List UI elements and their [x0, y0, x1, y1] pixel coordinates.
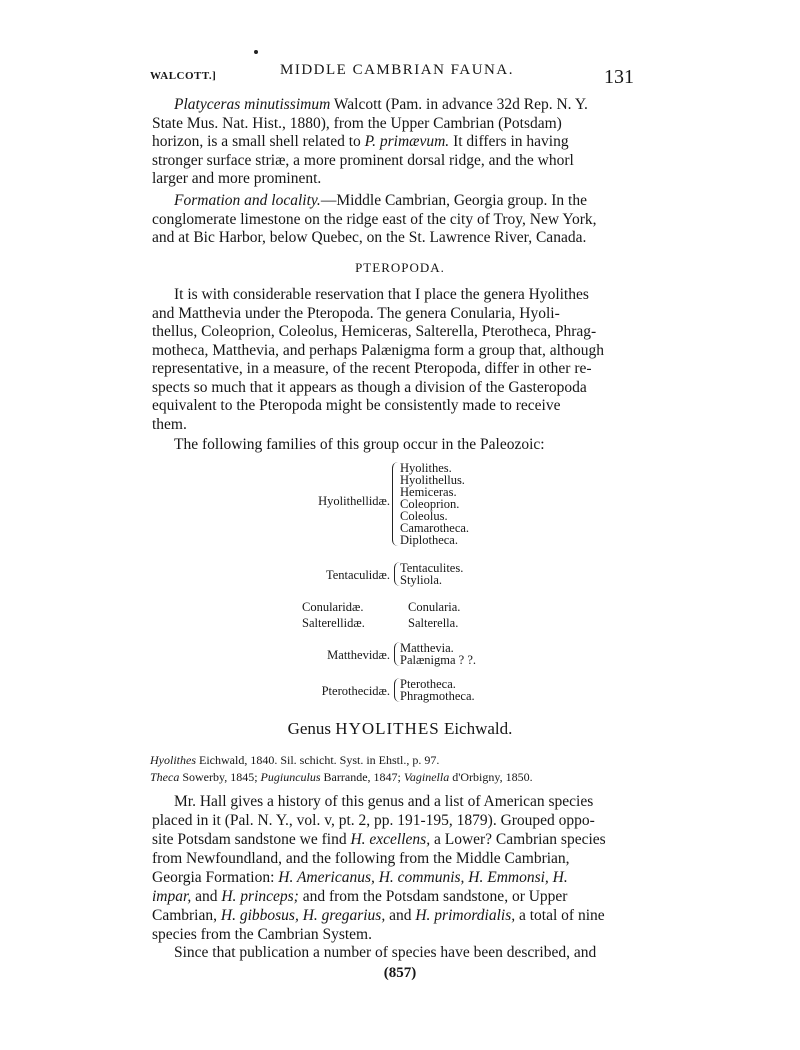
family-name: Matthevidæ.: [327, 648, 390, 662]
intro-text: Walcott (Pam. in advance 32d Rep. N. Y.: [330, 96, 588, 113]
hall-text: a total of nine: [515, 907, 605, 924]
species-name: H. Americanus, H. communis, H. Emmonsi, H.: [278, 869, 568, 886]
family-name: Pterothecidæ.: [321, 684, 390, 698]
formation-line: and at Bic Harbor, below Quebec, on the St. Lawrence River, Canada.: [152, 229, 587, 246]
reference-line: [150, 769, 650, 786]
hall-line: [152, 906, 648, 925]
genus-item: Coleoprion.: [400, 497, 460, 511]
taxon-name: Vaginella: [403, 770, 450, 784]
species-name: H. princeps;: [221, 888, 299, 905]
genus-list: [400, 642, 476, 666]
synonymy-references: [150, 752, 650, 786]
genus-list: [408, 601, 460, 613]
hall-text: and from the Potsdam sandstone, or Upper: [298, 888, 568, 905]
page-number: 131: [604, 66, 634, 88]
closing-text: Since that publication a number of species have been described, and: [174, 944, 597, 961]
reference-text: Eichwald, 1840. Sil. schicht. Syst. in Ehstl., p. 97.: [196, 753, 440, 767]
pteropoda-line: thellus, Coleoprion, Coleolus, Hemiceras, Salterella, Pterotheca, Phrag-: [152, 323, 597, 340]
hall-line: placed in it (Pal. N. Y., vol. v, pt. 2, pp. 191-195, 1879). Grouped oppo-: [152, 812, 595, 829]
intro-line: stronger surface striæ, a more prominent dorsal ridge, and the whorl: [152, 151, 574, 169]
pteropoda-line: and Matthevia under the Pteropoda. The genera Conularia, Hyoli-: [152, 304, 560, 322]
families-intro-text: The following families of this group occur in the Paleozoic:: [174, 436, 545, 453]
genus-item: Salterella.: [408, 616, 459, 630]
pteropoda-line: It is with considerable reservation that I place the genera Hyolithes: [174, 286, 589, 303]
intro-line: larger and more prominent.: [152, 170, 322, 187]
hall-text: Georgia Formation:: [152, 869, 279, 886]
species-name: H. excellens,: [350, 831, 431, 848]
hall-line: [152, 830, 648, 849]
hall-line: Mr. Hall gives a history of this genus and a list of American species: [174, 793, 594, 810]
pteropoda-line: equivalent to the Pteropoda might be consistently made to receive: [152, 397, 561, 414]
taxon-name: Pugiunculus: [260, 770, 321, 784]
pteropoda-line: motheca, Matthevia, and perhaps Palænigma form a group that, although: [152, 341, 604, 359]
genus-list: [400, 678, 475, 702]
genus-item: Phragmotheca.: [400, 689, 475, 703]
hall-paragraph: [152, 792, 648, 944]
genus-item: Pterotheca.: [400, 677, 456, 691]
running-header-author: WALCOTT.]: [150, 70, 217, 82]
genus-list: [400, 462, 469, 546]
taxon-name: Theca: [150, 770, 180, 784]
species-name: Platyceras minutissimum: [174, 96, 331, 113]
genus-item: Hyolithes.: [400, 461, 452, 475]
pteropoda-line: spects so much that it appears as though a division of the Gasteropoda: [152, 378, 587, 396]
genus-author: Eichwald.: [439, 719, 513, 738]
intro-text: It differs in having: [449, 133, 569, 150]
reference-text: Barrande, 1847;: [320, 770, 404, 784]
species-name: impar,: [152, 888, 192, 905]
genus-list: [400, 562, 463, 586]
formation-label: Formation and locality.: [174, 192, 321, 209]
genus-item: Tentaculites.: [400, 561, 464, 575]
species-name: H. primordialis,: [415, 907, 516, 924]
formation-line: conglomerate limestone on the ridge east of the city of Troy, New York,: [152, 210, 597, 228]
running-header-title: MIDDLE CAMBRIAN FAUNA.: [280, 62, 514, 78]
hall-text: a Lower? Cambrian species: [430, 831, 606, 848]
genus-heading: [0, 719, 800, 739]
family-name: Salterellidæ.: [302, 616, 365, 630]
hall-line: [152, 868, 648, 887]
genus-name: HYOLITHES: [335, 719, 440, 738]
hall-line: [152, 887, 648, 906]
genus-item: Matthevia.: [400, 641, 454, 655]
taxon-name: Hyolithes: [150, 753, 196, 767]
pteropoda-line: representative, in a measure, of the recent Pteropoda, differ in other re-: [152, 360, 592, 377]
reference-text: d'Orbigny, 1850.: [449, 770, 533, 784]
closing-line: [152, 944, 648, 963]
family-name: Conularidæ.: [302, 600, 364, 614]
genus-item: Coleolus.: [400, 509, 448, 523]
family-name: Tentaculidæ.: [325, 568, 390, 582]
hall-text: and: [385, 907, 416, 924]
genus-item: Palænigma ? ?.: [400, 653, 477, 667]
intro-line: State Mus. Nat. Hist., 1880), from the Upper Cambrian (Potsdam): [152, 114, 562, 132]
genus-prefix: Genus: [287, 719, 336, 738]
reference-text: Sowerby, 1845;: [179, 770, 261, 784]
pteropoda-line: them.: [152, 415, 187, 433]
genus-item: Hyolithellus.: [400, 473, 465, 487]
species-name: P. primævum.: [364, 133, 450, 150]
hall-line: from Newfoundland, and the following from the Middle Cambrian,: [152, 850, 570, 867]
species-name: H. gibbosus, H. gregarius,: [220, 907, 386, 924]
genus-list: [408, 617, 458, 629]
genus-item: Camarotheca.: [400, 521, 470, 535]
genus-item: Diplotheca.: [400, 533, 458, 547]
hall-text: Cambrian,: [152, 907, 221, 924]
intro-text: horizon, is a small shell related to: [152, 133, 365, 150]
formation-text: —Middle Cambrian, Georgia group. In the: [320, 192, 587, 209]
genus-item: Hemiceras.: [400, 485, 457, 499]
hall-text: and: [191, 888, 222, 905]
family-name: Hyolithellidæ.: [318, 494, 390, 508]
genus-item: Styliola.: [400, 573, 443, 587]
genus-item: Conularia.: [408, 600, 461, 614]
footer-page-number: (857): [383, 965, 417, 981]
hall-line: species from the Cambrian System.: [152, 926, 372, 943]
reference-line: [150, 752, 650, 769]
hall-text: site Potsdam sandstone we find: [152, 831, 351, 848]
section-title: PTEROPODA.: [355, 260, 445, 275]
